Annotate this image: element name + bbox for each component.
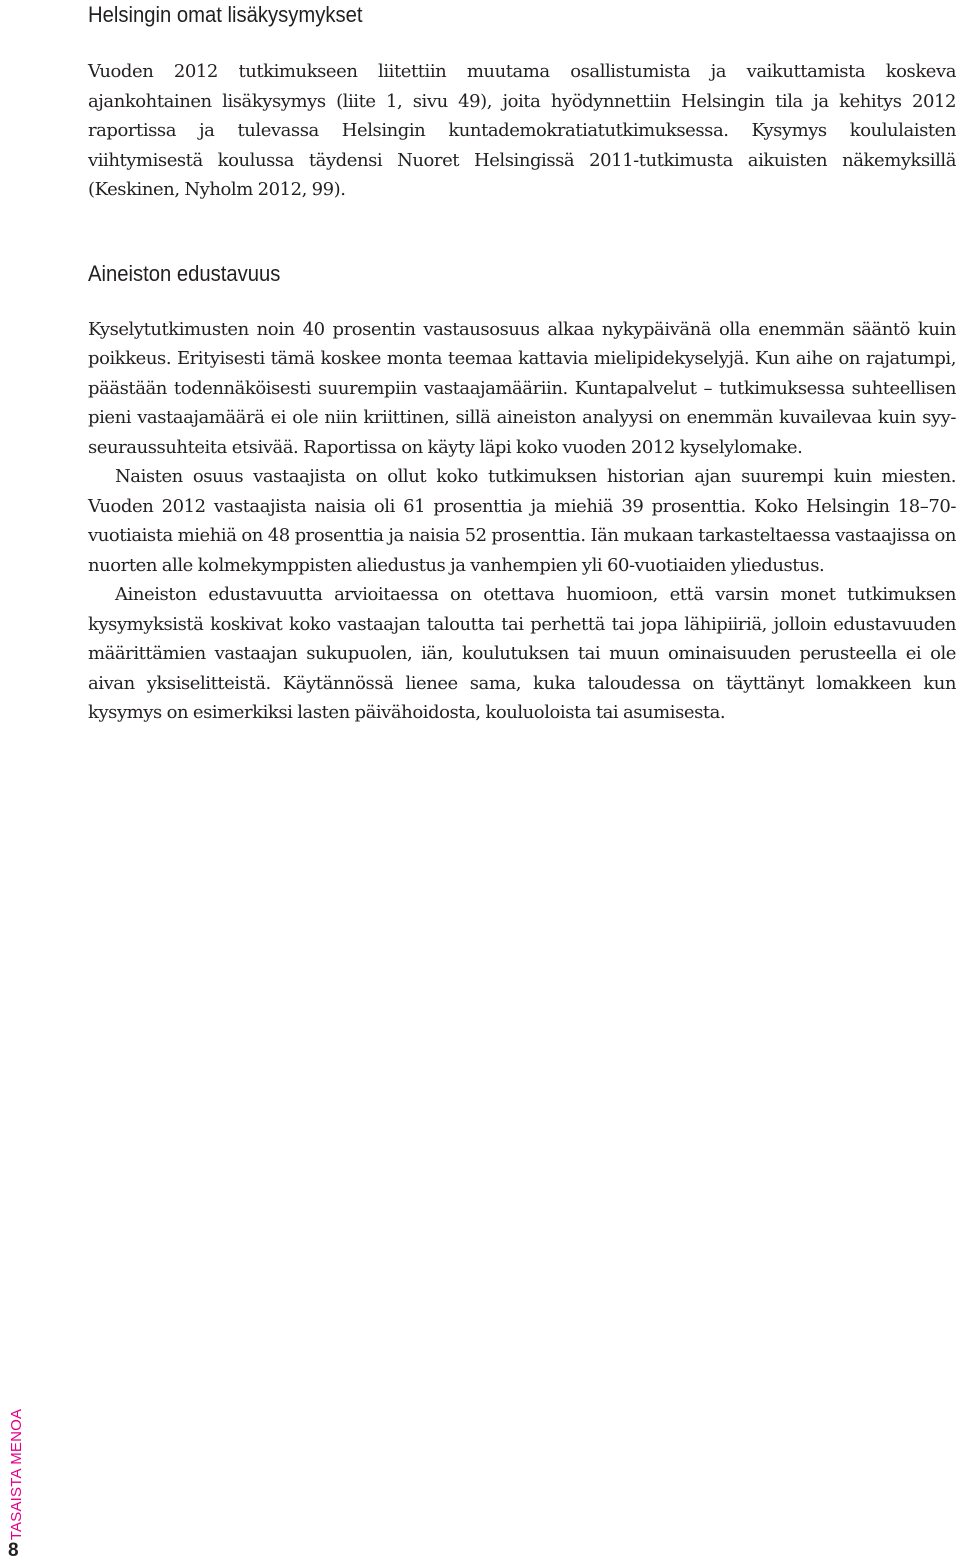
paragraph: Aineiston edustavuutta arvioitaessa on otettava huomioon, että varsin monet tutkimuksen kysymyksistä koskivat koko vastaajan taloutta tai perhettä tai jopa lähipiiriä, jolloin edustavuuden määrittämien vastaajan sukupuolen, iän, koulutuksen tai muun ominaisuuden perusteella ei ole aivan yksiselitteistä. Käytännössä lienee sama, kuka taloudessa on täyttänyt lomakkeen kun kysymys on esimerkiksi lasten päivähoidosta, kouluoloista tai asumisesta. xyxy=(88,584,956,723)
page-number: 8 xyxy=(8,1540,19,1561)
side-running-title xyxy=(4,1409,30,1539)
paragraph: Naisten osuus vastaajista on ollut koko tutkimuksen historian ajan suurempi kuin miesten. Vuoden 2012 vastaajista naisia oli 61 prosenttia ja miehiä 39 prosenttia. Koko Helsingin 18–70-vuotiaista miehiä on 48 prosenttia ja naisia 52 prosenttia. Iän mukaan tarkasteltaessa vastaajissa on nuorten alle kolmekymppisten aliedustus ja vanhempien yli 60-vuotiaiden yliedustus. xyxy=(88,466,956,576)
section-heading-helsingin-omat-lisakysymykset: Helsingin omat lisäkysymykset xyxy=(88,2,363,27)
section-body-1 xyxy=(88,57,956,205)
section-body-2 xyxy=(88,315,956,728)
page-content xyxy=(88,0,956,728)
section-heading-aineiston-edustavuus: Aineiston edustavuus xyxy=(88,260,281,286)
paragraph: Vuoden 2012 tutkimukseen liitettiin muutama osallistumista ja vaikuttamista koskeva ajankohtainen lisäkysymys (liite 1, sivu 49), joita hyödynnettiin Helsingin tila ja kehitys 2012 raportissa ja tulevassa Helsingin kuntademokratiatutkimuksessa. Kysymys koululaisten viihtymisestä koulussa täydensi Nuoret Helsingissä 2011-tutkimusta aikuisten näkemyksillä (Keskinen, Nyholm 2012, 99). xyxy=(88,61,956,200)
paragraph: Kyselytutkimusten noin 40 prosentin vastausosuus alkaa nykypäivänä olla enemmän sääntö kuin poikkeus. Erityisesti tämä koskee monta teemaa kattavia mielipidekyselyjä. Kun aihe on rajatumpi, päästään todennäköisesti suurempiin vastaajamääriin. Kuntapalvelut – tutkimuksessa suhteellisen pieni vastaajamäärä ei ole niin kriittinen, sillä aineiston analyysi on enemmän kuvailevaa kuin syy-seuraussuhteita etsivää. Raportissa on käyty läpi koko vuoden 2012 kyselylomake. xyxy=(88,318,956,458)
side-running-title-text: TASAISTA MENOA xyxy=(8,1408,26,1540)
